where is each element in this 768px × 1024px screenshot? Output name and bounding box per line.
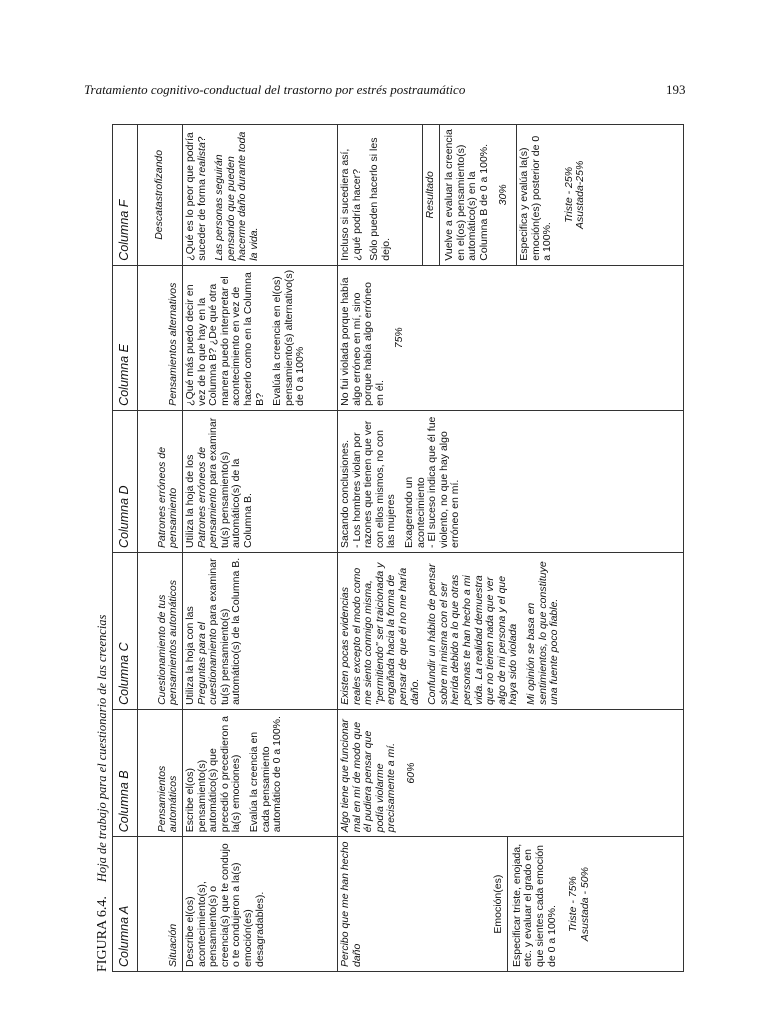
column-header-row <box>113 125 138 972</box>
column-e-subheader: Pensamientos alternativos <box>138 265 183 410</box>
column-f-instructions <box>183 125 338 266</box>
column-c-instructions <box>183 552 338 709</box>
instructions-text: ¿Qué más puedo decir en vez de lo que hay en la Columna B? ¿De qué otra manera puedo interpretar el acontecimiento en vez de hacerlo como en la Columna B? <box>184 272 266 406</box>
example-text-3: Mi opinión se basa en sentimientos, lo que constituye una fuente poco fiable. <box>524 561 561 705</box>
instructions-text: Utiliza la hoja con las <box>184 606 196 705</box>
column-c-header: Columna C <box>113 552 138 709</box>
rating-sad: Triste - 25% <box>562 166 575 223</box>
column-f-example <box>338 125 684 266</box>
instructions-text-tail: ? <box>195 136 208 143</box>
column-d-subheader: Patrones erróneos de pensamiento <box>138 410 183 552</box>
figure <box>92 124 684 972</box>
subheader-row <box>138 125 183 972</box>
instructions-emphasis: realista <box>195 142 208 177</box>
instructions-text-start: ¿Qué es lo peor que podría suceder de forma <box>184 132 208 261</box>
column-d-example <box>338 410 684 552</box>
column-f-header: Columna F <box>113 125 138 266</box>
instructions-emphasis: Preguntas para el cuestionamiento <box>195 622 220 705</box>
column-a-instructions <box>183 837 338 972</box>
column-e-header: Columna E <box>113 265 138 410</box>
belief-percent: 60% <box>404 762 417 784</box>
instructions-text-tail: para examinar tu(s) pensamiento(s) automático(s) de la Columna B. <box>207 417 254 548</box>
column-f-subheader: Descatastrofizando <box>138 125 183 266</box>
column-c-subheader: Cuestionamiento de tus pensamientos automáticos <box>138 552 183 709</box>
instructions-text-tail: para examinar tu(s) pensamiento(s) automático(s) de la Columna B. <box>207 557 243 705</box>
figure-caption <box>92 124 112 972</box>
example-text-4: - El suceso indica que él fue violento, no que hay algo erróneo en mí. <box>426 416 462 548</box>
example-text-3: Exagerando un acontecimiento <box>402 476 427 548</box>
instructions-text <box>185 129 208 261</box>
rotated-figure <box>92 124 684 972</box>
figure-label: FIGURA 6.4. <box>95 896 110 972</box>
example-text-2: Confundir un hábito de pensar sobre mi misma con el ser herida debido a lo que otras personas te han hecho a mi vida. La realidad demuestra que no tienen nada que ver algo de mi persona y el que haya sido violada <box>426 563 520 705</box>
example-text-2: - Los hombres violan por razones que tienen que ver con ellos mismos, no con las mujeres <box>350 420 398 548</box>
final-emotion-instructions: Especifica y evalúa la(s) emoción(es) posterior de 0 a 100%. <box>516 125 554 265</box>
result-label: Resultado <box>422 125 440 265</box>
column-d-header: Columna D <box>113 410 138 552</box>
rating-scared: Asustada - 50% <box>578 867 591 942</box>
column-c-example <box>338 552 684 709</box>
column-d-instructions <box>183 410 338 552</box>
rating-sad: Triste - 75% <box>567 876 580 933</box>
running-title: Tratamiento cognitivo-conductual del trastorno por estrés postraumático <box>84 82 466 97</box>
example-text: Algo tiene que funcionar mal en mí de modo que él pudiera pensar que podía violarme precisamente a mí. <box>339 719 398 833</box>
emotion-label: Emoción(es) <box>491 837 508 971</box>
column-e-instructions <box>183 265 338 410</box>
instructions-text: Escribe el(os) pensamiento(s) automático(s) que precedió o precedieron a la(s) emociones) <box>184 716 243 833</box>
instructions-text-2: Evalúa la creencia en el(os) pensamiento(s) alternativo(s) de 0 a 100% <box>271 269 307 406</box>
instructions-text-2: Las personas seguirán pensando que pueden hacerme daño durante toda la vida. <box>213 131 260 261</box>
instructions-row <box>183 125 338 972</box>
example-text: No fui violada porque había algo erróneo en mí, sino porque había algo erróneo en él. <box>339 277 386 406</box>
column-b-example <box>338 709 684 836</box>
figure-title: Hoja de trabajo para el cuestionario de las creencias <box>95 614 109 883</box>
belief-percent: 75% <box>393 327 406 349</box>
column-a-header: Columna A <box>113 837 138 972</box>
example-row <box>338 125 684 972</box>
example-text-1: Existen pocas evidencias reales excepto el modo como me siento conmigo misma, "permitiendo" ser traicionada y engañada hacia la forma de pensar de que él no me haría daño. <box>339 562 421 705</box>
column-e-example <box>338 265 684 410</box>
page-number: 193 <box>666 82 686 97</box>
rating-scared: Asustada-25% <box>574 160 587 229</box>
column-b-subheader: Pensamientos automáticos <box>138 709 183 836</box>
example-text-1: Sacando conclusiones. <box>339 439 351 548</box>
example-text-2: Sólo pueden hacerlo si les dejo. <box>368 137 392 261</box>
instructions-emphasis: Patrones erróneos de pensamiento <box>195 446 220 548</box>
result-percent: 30% <box>497 184 510 206</box>
example-text-1: Incluso si sucediera así, ¿qué podría hacer? <box>339 148 363 261</box>
instructions-text: Describe el(os) acontecimiento(s), pensamiento(s) o creencia(s) que te condujo o te condujeron a la(s) emoción(es) desagradables). <box>184 843 266 967</box>
column-a-subheader: Situación <box>138 837 183 972</box>
instructions-text: Utiliza la hoja de los <box>184 454 196 548</box>
instructions-text-2: Evalúa la creencia en cada pensamiento automático de 0 a 100%. <box>247 716 284 833</box>
column-b-instructions <box>183 709 338 836</box>
column-b-header: Columna B <box>113 709 138 836</box>
beliefs-worksheet-table <box>112 124 684 972</box>
emotion-instructions: Especificar triste, enojada, etc. y evaluar el grado en que sientes cada emoción de 0 a 100%. <box>510 843 558 967</box>
result-instructions: Vuelve a evaluar la creencia en el(os) pensamiento(s) automático(s) en la Columna B de 0 a 100%. <box>442 129 490 261</box>
column-a-example <box>338 837 684 972</box>
example-text: Percibo que me han hecho daño <box>339 841 363 967</box>
